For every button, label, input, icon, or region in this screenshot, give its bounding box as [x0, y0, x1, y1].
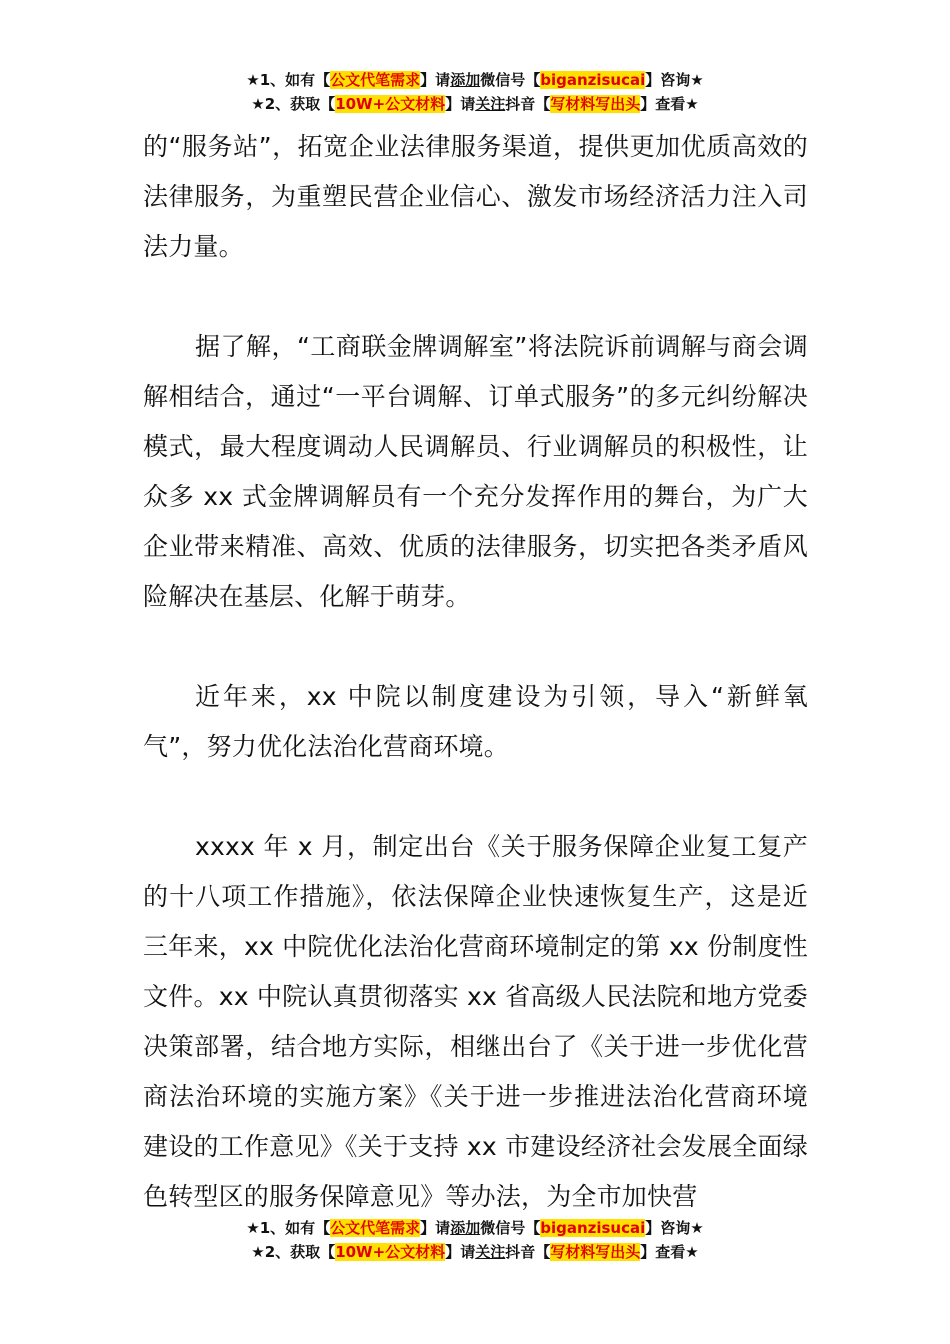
- banner-text: 】请: [445, 95, 476, 113]
- paragraph-continuation: 的“服务站”，拓宽企业法律服务渠道，提供更加优质高效的法律服务，为重塑民营企业信心、激发市场经济活力注入司法力量。: [143, 132, 808, 261]
- banner-text: ★2、获取【: [251, 1243, 336, 1261]
- banner-highlight-douyin: 写材料写出头: [550, 1243, 641, 1261]
- banner-highlight-douyin: 写材料写出头: [550, 95, 641, 113]
- banner-underline-add: 添加: [450, 71, 481, 89]
- banner-text: ★1、如有【: [246, 1219, 331, 1237]
- banner-text: 微信号【: [480, 1219, 541, 1237]
- header-banner: [0, 68, 950, 116]
- banner-text: 抖音【: [505, 95, 551, 113]
- banner-text: 】请: [445, 1243, 476, 1261]
- banner-text: 】查看★: [640, 95, 699, 113]
- banner-line-1: [0, 1216, 950, 1240]
- footer-banner: [0, 1216, 950, 1264]
- banner-text: 】查看★: [640, 1243, 699, 1261]
- banner-text: 】请: [420, 1219, 451, 1237]
- paragraph-recent-years: 近年来，xx 中院以制度建设为引领，导入“新鲜氧气”，努力优化法治化营商环境。: [143, 682, 808, 761]
- banner-underline-follow: 关注: [475, 1243, 506, 1261]
- banner-highlight-service: 公文代笔需求: [330, 1219, 421, 1237]
- banner-highlight-materials: 10W+公文材料: [335, 1243, 446, 1261]
- banner-highlight-materials: 10W+公文材料: [335, 95, 446, 113]
- paragraph-policy-documents: xxxx 年 x 月，制定出台《关于服务保障企业复工复产的十八项工作措施》，依法保障企业快速恢复生产，这是近三年来，xx 中院优化法治化营商环境制定的第 xx 份制度性文件。xx 中院认真贯彻落实 xx 省高级人民法院和地方党委决策部署，结合地方实际，相继出台了《关于进一步优化营商法治环境的实施方案》《关于进一步推进法治化营商环境建设的工作意见》《关于支持 xx 市建设经济社会发展全面绿色转型区的服务保障意见》等办法，为全市加快营: [143, 832, 808, 1211]
- banner-highlight-service: 公文代笔需求: [330, 71, 421, 89]
- banner-underline-add: 添加: [450, 1219, 481, 1237]
- banner-text: 微信号【: [480, 71, 541, 89]
- banner-text: ★1、如有【: [246, 71, 331, 89]
- banner-highlight-wechat: biganzisucai: [540, 71, 646, 89]
- paragraph-mediation-room: 据了解，“工商联金牌调解室”将法院诉前调解与商会调解相结合，通过“一平台调解、订单式服务”的多元纠纷解决模式，最大程度调动人民调解员、行业调解员的积极性，让众多 xx 式金牌调解员有一个充分发挥作用的舞台，为广大企业带来精准、高效、优质的法律服务，切实把各类矛盾风险解决在基层、化解于萌芽。: [143, 332, 808, 611]
- banner-line-2: [0, 92, 950, 116]
- banner-text: 】请: [420, 71, 451, 89]
- banner-highlight-wechat: biganzisucai: [540, 1219, 646, 1237]
- banner-text: 】咨询★: [645, 1219, 704, 1237]
- document-body: [143, 122, 808, 1222]
- banner-line-2: [0, 1240, 950, 1264]
- banner-text: 】咨询★: [645, 71, 704, 89]
- banner-text: 抖音【: [505, 1243, 551, 1261]
- banner-underline-follow: 关注: [475, 95, 506, 113]
- banner-text: ★2、获取【: [251, 95, 336, 113]
- banner-line-1: [0, 68, 950, 92]
